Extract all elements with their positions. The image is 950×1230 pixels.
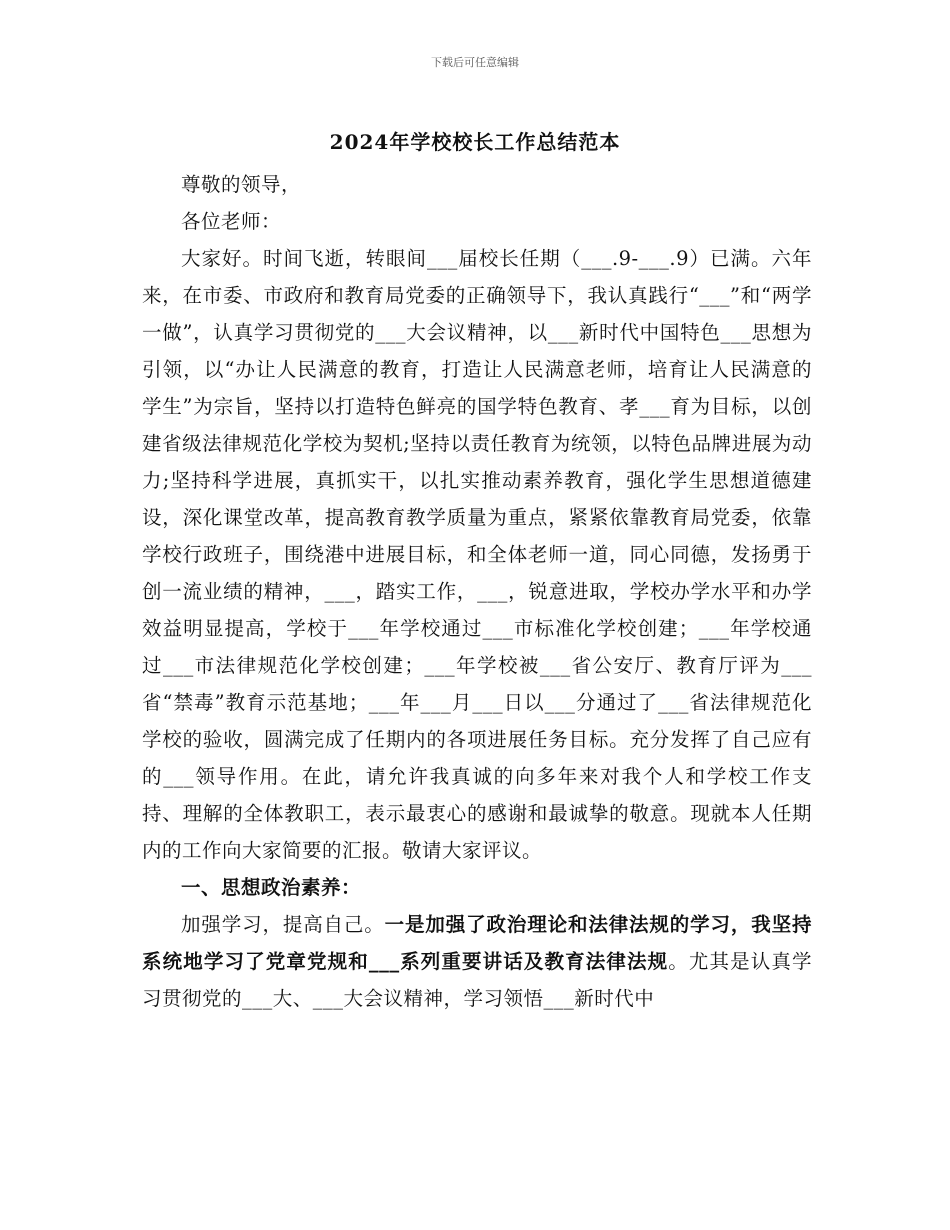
header-note: 下载后可任意编辑: [431, 56, 519, 69]
greeting-leaders: 尊敬的领导，: [181, 173, 302, 196]
study-bold-text: 一是加强了政治理论和法律法规的学习，我坚持系统地学习了党章党规和___系列重要讲话及教育法律法规: [142, 913, 812, 973]
study-rest-text: 。尤其是认真学习贯彻党的___大、___大会议精神，学习领悟___新时代中: [142, 950, 812, 1010]
study-paragraph: [142, 906, 812, 1017]
document-title: 2024年学校校长工作总结范本: [329, 130, 621, 154]
document-body: [142, 166, 812, 1017]
intro-paragraph: 大家好。时间飞逝，转眼间___届校长任期（___.9-___.9）已满。六年来，在市委、市政府和教育局党委的正确领导下，我认真践行“___”和“两学一做”，认真学习贯彻党的___大会议精神，以___新时代中国特色___思想为引领，以“办让人民满意的教育，打造让人民满意老师，培育让人民满意的学生”为宗旨，坚持以打造特色鲜亮的国学特色教育、孝___育为目标，以创建省级法律规范化学校为契机;坚持以责任教育为统领，以特色品牌进展为动力;坚持科学进展，真抓实干，以扎实推动素养教育，强化学生思想道德建设，深化课堂改革，提高教育教学质量为重点，紧紧依靠教育局党委，依靠学校行政班子，围绕港中进展目标，和全体老师一道，同心同德，发扬勇于创一流业绩的精神，___，踏实工作，___，锐意进取，学校办学水平和办学效益明显提高，学校于___年学校通过___市标准化学校创建；___年学校通过___市法律规范化学校创建；___年学校被___省公安厅、教育厅评为___省“禁毒”教育示范基地；___年___月___日以___分通过了___省法律规范化学校的验收，圆满完成了任期内的各项进展任务目标。充分发挥了自己应有的___领导作用。在此，请允许我真诚的向多年来对我个人和学校工作支持、理解的全体教职工，表示最衷心的感谢和最诚挚的敬意。现就本人任期内的工作向大家简要的汇报。敬请大家评议。: [142, 247, 812, 862]
section-heading-ideology: 一、思想政治素养：: [181, 876, 362, 899]
greeting-teachers: 各位老师：: [181, 210, 282, 233]
study-lead-text: 加强学习，提高自己。: [181, 913, 385, 936]
